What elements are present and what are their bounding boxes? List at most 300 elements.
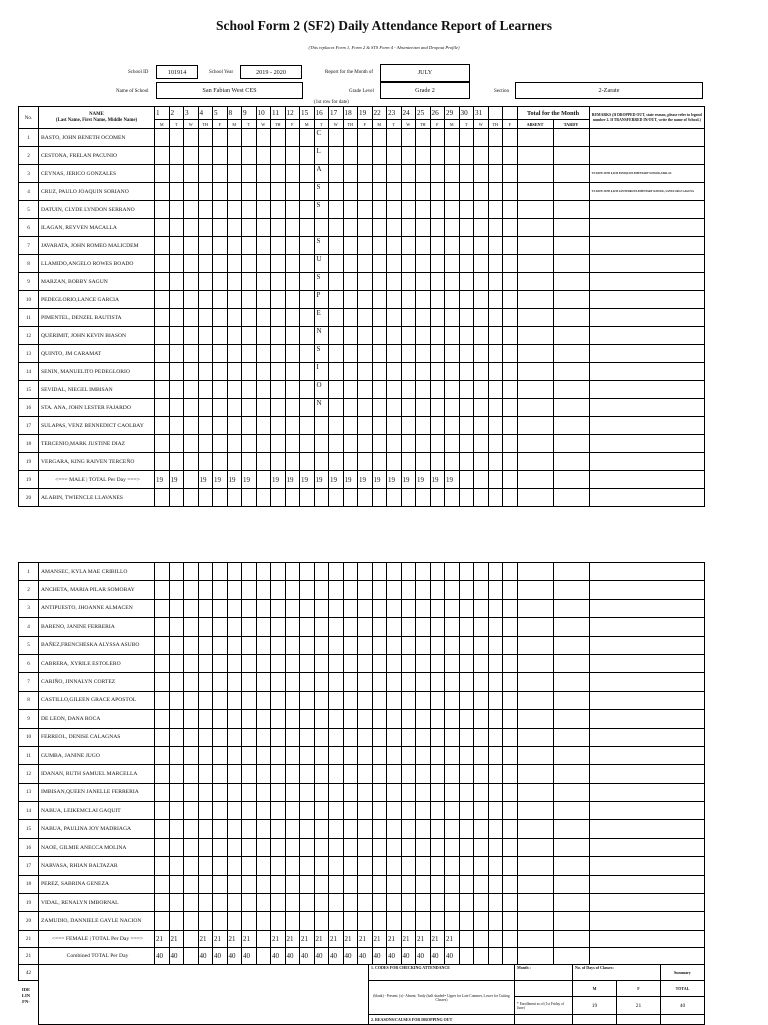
female-day-cell[interactable]: [256, 857, 271, 875]
female-day-cell[interactable]: [416, 654, 431, 672]
tardy-cell[interactable]: [553, 291, 589, 309]
male-day-cell[interactable]: [343, 165, 358, 183]
male-day-cell[interactable]: [300, 273, 315, 291]
female-day-cell[interactable]: [271, 654, 286, 672]
female-day-cell[interactable]: [329, 857, 344, 875]
female-day-cell[interactable]: [372, 618, 387, 636]
male-day-cell[interactable]: [227, 435, 242, 453]
absent-cell[interactable]: [517, 636, 553, 654]
male-day-cell[interactable]: [155, 237, 170, 255]
male-total-day-cell[interactable]: 19: [213, 471, 228, 489]
female-day-cell[interactable]: [242, 746, 257, 764]
male-day-cell[interactable]: [459, 327, 474, 345]
male-day-cell[interactable]: [329, 363, 344, 381]
female-day-cell[interactable]: [314, 563, 329, 581]
male-day-cell[interactable]: [387, 363, 402, 381]
male-day-cell[interactable]: [300, 453, 315, 471]
female-day-cell[interactable]: [198, 857, 213, 875]
male-day-cell[interactable]: [242, 291, 257, 309]
female-day-cell[interactable]: [242, 765, 257, 783]
male-day-cell[interactable]: [401, 219, 416, 237]
male-day-cell[interactable]: [372, 273, 387, 291]
female-day-cell[interactable]: [343, 783, 358, 801]
female-total-day-cell[interactable]: 21: [169, 930, 184, 947]
male-day-cell[interactable]: [184, 165, 199, 183]
female-day-cell[interactable]: [285, 563, 300, 581]
female-day-cell[interactable]: [343, 765, 358, 783]
male-day-cell[interactable]: [503, 219, 518, 237]
male-day-cell[interactable]: [343, 291, 358, 309]
male-day-cell[interactable]: [430, 237, 445, 255]
male-day-cell[interactable]: [358, 417, 373, 435]
female-day-cell[interactable]: [169, 710, 184, 728]
male-day-cell[interactable]: [503, 291, 518, 309]
male-day-cell[interactable]: [416, 255, 431, 273]
female-day-cell[interactable]: [169, 618, 184, 636]
male-day-cell[interactable]: [401, 291, 416, 309]
female-day-cell[interactable]: [155, 673, 170, 691]
male-day-cell[interactable]: [459, 453, 474, 471]
male-day-cell[interactable]: [401, 183, 416, 201]
male-day-cell[interactable]: [416, 435, 431, 453]
male-day-cell[interactable]: [285, 129, 300, 147]
female-day-cell[interactable]: [285, 894, 300, 912]
female-day-cell[interactable]: [503, 581, 518, 599]
female-day-cell[interactable]: [155, 802, 170, 820]
female-total-day-cell[interactable]: 21: [155, 930, 170, 947]
female-day-cell[interactable]: [372, 802, 387, 820]
female-day-cell[interactable]: [169, 875, 184, 893]
male-day-cell[interactable]: [416, 291, 431, 309]
female-day-cell[interactable]: [256, 691, 271, 709]
male-day-cell[interactable]: [372, 435, 387, 453]
male-day-cell[interactable]: [358, 255, 373, 273]
male-day-cell[interactable]: [503, 309, 518, 327]
female-day-cell[interactable]: [430, 875, 445, 893]
male-day-cell[interactable]: [155, 291, 170, 309]
female-day-cell[interactable]: [213, 802, 228, 820]
male-day-cell[interactable]: [401, 381, 416, 399]
male-day-cell[interactable]: [358, 129, 373, 147]
male-day-cell[interactable]: [184, 417, 199, 435]
male-day-cell[interactable]: [459, 129, 474, 147]
female-day-cell[interactable]: [401, 783, 416, 801]
male-day-cell[interactable]: [227, 345, 242, 363]
absent-cell[interactable]: [517, 363, 553, 381]
male-total-day-cell[interactable]: [488, 471, 503, 489]
male-day-cell[interactable]: [459, 345, 474, 363]
female-day-cell[interactable]: [358, 783, 373, 801]
female-day-cell[interactable]: [285, 710, 300, 728]
female-day-cell[interactable]: [227, 875, 242, 893]
male-day-cell[interactable]: [256, 309, 271, 327]
female-day-cell[interactable]: [430, 857, 445, 875]
male-day-cell[interactable]: [329, 309, 344, 327]
male-day-cell[interactable]: [329, 345, 344, 363]
female-day-cell[interactable]: [271, 894, 286, 912]
male-day-cell[interactable]: [256, 363, 271, 381]
male-day-cell[interactable]: [227, 363, 242, 381]
male-day-cell[interactable]: [184, 201, 199, 219]
male-day-cell[interactable]: S: [314, 183, 329, 201]
male-day-cell[interactable]: [227, 219, 242, 237]
male-day-cell[interactable]: [329, 165, 344, 183]
month-field[interactable]: JULY: [380, 64, 470, 82]
male-day-cell[interactable]: [198, 417, 213, 435]
female-day-cell[interactable]: [314, 636, 329, 654]
female-day-cell[interactable]: [198, 581, 213, 599]
male-day-cell[interactable]: [285, 345, 300, 363]
remarks-cell[interactable]: [589, 489, 705, 507]
male-day-cell[interactable]: [372, 255, 387, 273]
male-day-cell[interactable]: [416, 453, 431, 471]
female-total-day-cell[interactable]: [488, 930, 503, 947]
female-day-cell[interactable]: [227, 765, 242, 783]
female-day-cell[interactable]: [198, 875, 213, 893]
tardy-cell[interactable]: [553, 489, 589, 507]
female-day-cell[interactable]: [329, 783, 344, 801]
male-day-cell[interactable]: [387, 381, 402, 399]
female-day-cell[interactable]: [285, 599, 300, 617]
male-day-cell[interactable]: [459, 237, 474, 255]
male-day-cell[interactable]: U: [314, 255, 329, 273]
tardy-cell[interactable]: [553, 219, 589, 237]
male-day-cell[interactable]: [387, 165, 402, 183]
male-day-cell[interactable]: [358, 489, 373, 507]
absent-cell[interactable]: [517, 345, 553, 363]
male-day-cell[interactable]: [285, 147, 300, 165]
female-day-cell[interactable]: [387, 691, 402, 709]
female-day-cell[interactable]: [169, 563, 184, 581]
female-day-cell[interactable]: [155, 838, 170, 856]
female-day-cell[interactable]: [329, 581, 344, 599]
female-day-cell[interactable]: [314, 875, 329, 893]
male-day-cell[interactable]: [271, 147, 286, 165]
male-day-cell[interactable]: [300, 363, 315, 381]
male-day-cell[interactable]: [242, 453, 257, 471]
male-day-cell[interactable]: [372, 291, 387, 309]
tardy-cell[interactable]: [553, 273, 589, 291]
female-day-cell[interactable]: [474, 673, 489, 691]
male-day-cell[interactable]: [285, 327, 300, 345]
male-day-cell[interactable]: [474, 183, 489, 201]
male-day-cell[interactable]: [488, 237, 503, 255]
male-day-cell[interactable]: [343, 327, 358, 345]
female-day-cell[interactable]: [401, 728, 416, 746]
male-day-cell[interactable]: [387, 147, 402, 165]
female-day-cell[interactable]: [227, 802, 242, 820]
female-day-cell[interactable]: [474, 783, 489, 801]
male-day-cell[interactable]: [387, 129, 402, 147]
tardy-cell[interactable]: [553, 728, 589, 746]
male-day-cell[interactable]: [184, 489, 199, 507]
male-day-cell[interactable]: [430, 219, 445, 237]
male-day-cell[interactable]: [358, 453, 373, 471]
male-day-cell[interactable]: [488, 255, 503, 273]
male-day-cell[interactable]: [372, 399, 387, 417]
female-day-cell[interactable]: [329, 875, 344, 893]
male-day-cell[interactable]: [184, 183, 199, 201]
female-day-cell[interactable]: [184, 563, 199, 581]
female-day-cell[interactable]: [430, 894, 445, 912]
female-day-cell[interactable]: [213, 820, 228, 838]
male-day-cell[interactable]: [416, 327, 431, 345]
female-day-cell[interactable]: [184, 894, 199, 912]
female-day-cell[interactable]: [300, 673, 315, 691]
male-day-cell[interactable]: [488, 435, 503, 453]
remarks-cell[interactable]: [589, 399, 705, 417]
male-day-cell[interactable]: [358, 147, 373, 165]
female-day-cell[interactable]: [242, 636, 257, 654]
male-day-cell[interactable]: [416, 201, 431, 219]
male-day-cell[interactable]: [416, 237, 431, 255]
female-day-cell[interactable]: [372, 563, 387, 581]
tardy-cell[interactable]: [553, 237, 589, 255]
male-day-cell[interactable]: [459, 399, 474, 417]
male-day-cell[interactable]: [474, 363, 489, 381]
female-day-cell[interactable]: [459, 820, 474, 838]
female-total-day-cell[interactable]: 21: [314, 930, 329, 947]
remarks-cell[interactable]: [589, 636, 705, 654]
absent-cell[interactable]: [517, 599, 553, 617]
male-day-cell[interactable]: [256, 165, 271, 183]
male-day-cell[interactable]: [372, 309, 387, 327]
male-day-cell[interactable]: [372, 489, 387, 507]
male-day-cell[interactable]: [387, 453, 402, 471]
female-day-cell[interactable]: [184, 765, 199, 783]
female-day-cell[interactable]: [256, 618, 271, 636]
male-day-cell[interactable]: [155, 381, 170, 399]
female-day-cell[interactable]: [300, 875, 315, 893]
male-day-cell[interactable]: [155, 309, 170, 327]
male-day-cell[interactable]: [184, 309, 199, 327]
male-day-cell[interactable]: [503, 237, 518, 255]
male-total-day-cell[interactable]: 19: [358, 471, 373, 489]
female-day-cell[interactable]: [459, 581, 474, 599]
female-day-cell[interactable]: [459, 728, 474, 746]
female-day-cell[interactable]: [459, 765, 474, 783]
female-day-cell[interactable]: [329, 912, 344, 930]
female-day-cell[interactable]: [271, 802, 286, 820]
remarks-cell[interactable]: [589, 654, 705, 672]
male-day-cell[interactable]: [416, 273, 431, 291]
female-day-cell[interactable]: [184, 746, 199, 764]
combined-total-day-cell[interactable]: 40: [387, 947, 402, 964]
male-day-cell[interactable]: [227, 327, 242, 345]
female-day-cell[interactable]: [329, 894, 344, 912]
female-day-cell[interactable]: [445, 710, 460, 728]
female-day-cell[interactable]: [285, 636, 300, 654]
male-day-cell[interactable]: [271, 435, 286, 453]
male-day-cell[interactable]: [503, 129, 518, 147]
male-day-cell[interactable]: [445, 327, 460, 345]
male-day-cell[interactable]: [503, 489, 518, 507]
female-day-cell[interactable]: [271, 581, 286, 599]
female-day-cell[interactable]: [155, 765, 170, 783]
male-day-cell[interactable]: [169, 363, 184, 381]
female-day-cell[interactable]: [401, 875, 416, 893]
female-day-cell[interactable]: [488, 765, 503, 783]
male-day-cell[interactable]: [300, 327, 315, 345]
male-day-cell[interactable]: [256, 417, 271, 435]
female-day-cell[interactable]: [169, 820, 184, 838]
male-day-cell[interactable]: [227, 147, 242, 165]
female-day-cell[interactable]: [169, 857, 184, 875]
male-day-cell[interactable]: [372, 201, 387, 219]
tardy-cell[interactable]: [553, 435, 589, 453]
male-day-cell[interactable]: [242, 345, 257, 363]
male-day-cell[interactable]: [285, 309, 300, 327]
female-day-cell[interactable]: [503, 838, 518, 856]
male-day-cell[interactable]: [213, 183, 228, 201]
male-day-cell[interactable]: [445, 219, 460, 237]
male-day-cell[interactable]: [155, 183, 170, 201]
remarks-cell[interactable]: [589, 129, 705, 147]
female-day-cell[interactable]: [169, 728, 184, 746]
male-day-cell[interactable]: [155, 147, 170, 165]
female-day-cell[interactable]: [155, 691, 170, 709]
male-day-cell[interactable]: [358, 183, 373, 201]
female-day-cell[interactable]: [300, 654, 315, 672]
tardy-cell[interactable]: [553, 673, 589, 691]
male-day-cell[interactable]: [358, 381, 373, 399]
male-day-cell[interactable]: [184, 219, 199, 237]
tardy-cell[interactable]: [553, 710, 589, 728]
female-day-cell[interactable]: [184, 691, 199, 709]
female-day-cell[interactable]: [184, 912, 199, 930]
female-day-cell[interactable]: [213, 636, 228, 654]
male-day-cell[interactable]: [459, 147, 474, 165]
remarks-cell[interactable]: [589, 417, 705, 435]
male-day-cell[interactable]: [358, 435, 373, 453]
male-day-cell[interactable]: [372, 147, 387, 165]
female-day-cell[interactable]: [271, 636, 286, 654]
male-day-cell[interactable]: [474, 309, 489, 327]
female-day-cell[interactable]: [184, 581, 199, 599]
female-day-cell[interactable]: [401, 857, 416, 875]
male-day-cell[interactable]: [314, 435, 329, 453]
female-day-cell[interactable]: [401, 581, 416, 599]
female-day-cell[interactable]: [169, 691, 184, 709]
male-day-cell[interactable]: [242, 327, 257, 345]
male-day-cell[interactable]: [387, 489, 402, 507]
male-total-day-cell[interactable]: [503, 471, 518, 489]
male-day-cell[interactable]: [198, 489, 213, 507]
female-day-cell[interactable]: [503, 636, 518, 654]
female-day-cell[interactable]: [300, 618, 315, 636]
male-day-cell[interactable]: [285, 435, 300, 453]
female-day-cell[interactable]: [314, 838, 329, 856]
male-day-cell[interactable]: [300, 255, 315, 273]
male-day-cell[interactable]: [445, 489, 460, 507]
male-day-cell[interactable]: [430, 309, 445, 327]
male-day-cell[interactable]: [503, 381, 518, 399]
female-day-cell[interactable]: [372, 820, 387, 838]
female-day-cell[interactable]: [401, 710, 416, 728]
female-day-cell[interactable]: [459, 636, 474, 654]
female-day-cell[interactable]: [488, 838, 503, 856]
female-day-cell[interactable]: [459, 654, 474, 672]
remarks-cell[interactable]: T/I DATE:JUNE 6,2019 PANIQUI ELEMENTARY SCHOOL,TARLAC: [589, 165, 705, 183]
female-day-cell[interactable]: [503, 654, 518, 672]
female-day-cell[interactable]: [387, 783, 402, 801]
female-day-cell[interactable]: [343, 654, 358, 672]
male-day-cell[interactable]: [430, 291, 445, 309]
female-day-cell[interactable]: [358, 912, 373, 930]
combined-total-day-cell[interactable]: [184, 947, 199, 964]
male-day-cell[interactable]: [227, 291, 242, 309]
combined-total-day-cell[interactable]: 40: [329, 947, 344, 964]
male-day-cell[interactable]: [300, 165, 315, 183]
female-day-cell[interactable]: [256, 654, 271, 672]
male-day-cell[interactable]: [271, 273, 286, 291]
female-day-cell[interactable]: [503, 912, 518, 930]
male-day-cell[interactable]: [445, 363, 460, 381]
male-day-cell[interactable]: [358, 273, 373, 291]
tardy-cell[interactable]: [553, 875, 589, 893]
female-day-cell[interactable]: [300, 599, 315, 617]
remarks-cell[interactable]: [589, 327, 705, 345]
female-day-cell[interactable]: [474, 728, 489, 746]
male-total-day-cell[interactable]: 19: [169, 471, 184, 489]
male-day-cell[interactable]: [401, 147, 416, 165]
combined-total-day-cell[interactable]: 40: [401, 947, 416, 964]
male-day-cell[interactable]: [184, 453, 199, 471]
male-day-cell[interactable]: [445, 273, 460, 291]
female-day-cell[interactable]: [285, 783, 300, 801]
male-total-day-cell[interactable]: 19: [314, 471, 329, 489]
male-day-cell[interactable]: [329, 327, 344, 345]
male-day-cell[interactable]: A: [314, 165, 329, 183]
male-day-cell[interactable]: [474, 201, 489, 219]
male-day-cell[interactable]: [430, 165, 445, 183]
remarks-cell[interactable]: [589, 309, 705, 327]
female-day-cell[interactable]: [329, 563, 344, 581]
male-day-cell[interactable]: [503, 363, 518, 381]
female-day-cell[interactable]: [213, 875, 228, 893]
female-day-cell[interactable]: [358, 691, 373, 709]
male-day-cell[interactable]: C: [314, 129, 329, 147]
male-day-cell[interactable]: L: [314, 147, 329, 165]
female-day-cell[interactable]: [242, 563, 257, 581]
male-total-day-cell[interactable]: 19: [227, 471, 242, 489]
female-day-cell[interactable]: [372, 894, 387, 912]
female-day-cell[interactable]: [445, 563, 460, 581]
tardy-cell[interactable]: [553, 417, 589, 435]
female-day-cell[interactable]: [314, 710, 329, 728]
female-day-cell[interactable]: [314, 912, 329, 930]
female-day-cell[interactable]: [271, 710, 286, 728]
male-day-cell[interactable]: [416, 489, 431, 507]
female-day-cell[interactable]: [459, 894, 474, 912]
remarks-cell[interactable]: [589, 728, 705, 746]
male-day-cell[interactable]: [271, 255, 286, 273]
male-day-cell[interactable]: [488, 291, 503, 309]
male-day-cell[interactable]: [198, 291, 213, 309]
female-day-cell[interactable]: [459, 746, 474, 764]
female-day-cell[interactable]: [416, 636, 431, 654]
remarks-cell[interactable]: [589, 618, 705, 636]
female-day-cell[interactable]: [184, 838, 199, 856]
female-day-cell[interactable]: [372, 857, 387, 875]
female-day-cell[interactable]: [213, 618, 228, 636]
male-day-cell[interactable]: [198, 165, 213, 183]
female-day-cell[interactable]: [343, 710, 358, 728]
absent-cell[interactable]: [517, 309, 553, 327]
female-day-cell[interactable]: [459, 599, 474, 617]
female-day-cell[interactable]: [488, 894, 503, 912]
male-day-cell[interactable]: [213, 453, 228, 471]
